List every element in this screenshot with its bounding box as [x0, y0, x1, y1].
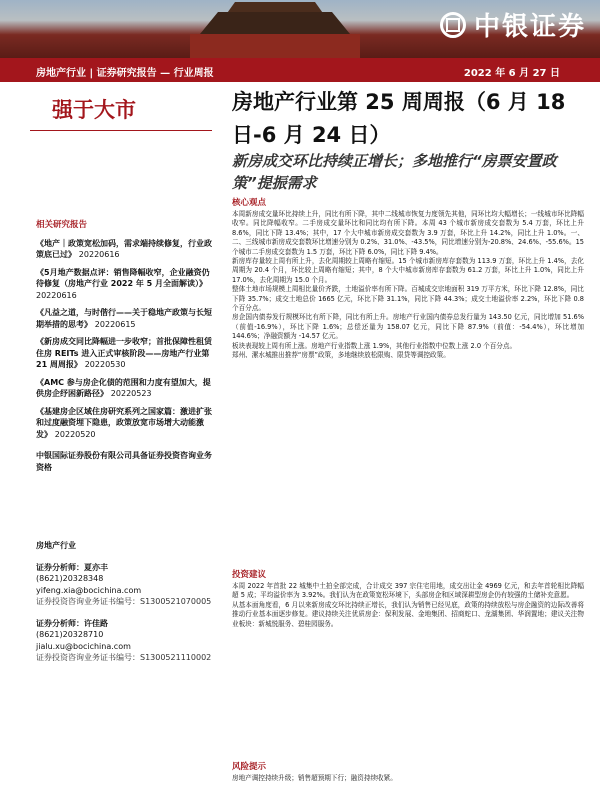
analyst-phone: (8621)20328710: [36, 630, 104, 639]
analyst-email[interactable]: jialu.xu@bocichina.com: [36, 641, 131, 651]
core-paragraph: 房企国内债券发行规模环比有所下降，同比有所上升。房地产行业国内债券总发行量为 143.50 亿元，同比增加 51.6%（前值-16.9%），环比下降 1.6%；总偿还量为 158.07 亿元，同比下降 87.9%（前值：-54.4%），环比增加 144.6%；净融资额为 -14.57 亿元。: [232, 313, 584, 341]
risk-text: 房地产调控持续升级；销售超预期下行；融资持续收紧。: [232, 774, 397, 782]
palace-roof: [200, 12, 350, 34]
risk-heading: 风险提示: [232, 762, 267, 772]
core-paragraph: 新房库存量较上周有所上升，去化周期较上周略有缩短。15 个城市新房库存套数为 113.9 万套，环比上升 1.4%，去化周期为 20.4 个月，环比较上周略有缩短；其中，8 个大中城市新房库存套数为 61.2 万套，环比上升 1.0%，同比上升 17.0%，去化周期为 15.0 个月。: [232, 257, 584, 284]
related-report[interactable]: 《地产｜政策宽松加码，需求端持续修复，行业政策底已过》 20220616: [36, 238, 212, 259]
qualification-note: 中银国际证券股份有限公司具备证券投资咨询业务资格: [36, 451, 212, 472]
report-subtitle: 新房成交环比持续正增长；多地推行“房票安置政策”提振需求: [232, 152, 557, 192]
related-report[interactable]: 《新房成交同比降幅进一步收窄；首批保障性租赁住房 REITs 进入正式审核阶段——房地产行业第 21 周周报》 20220530: [36, 337, 212, 369]
related-reports: [36, 220, 212, 473]
core-paragraph: 整体土地市场规模上周相比量价齐跌，土地溢价率有所下降。百城成交宗地面积 319 万平方米，环比下降 12.8%，同比下降 35.7%；成交土地总价 1665 亿元，环比下降 31.1%，同比下降 44.3%；成交土地溢价率 2.2%，环比下降 0.8 个百分点。: [232, 285, 584, 313]
report-title: 房地产行业第 25 周周报（6 月 18 日-6 月 24 日）: [232, 90, 566, 147]
core-paragraph: 郑州、漯水城推出推荐“房票”政策，多地继续放松限购、限贷等调控政策。: [232, 351, 450, 360]
analyst-cert: 证券投资咨询业务证书编号：S1300521110002: [36, 653, 212, 662]
invest-paragraph: 本周 2022 年首批 22 城集中土拍全部完成，合计成交 397 宗住宅用地，成交出让金 4969 亿元，和去年首轮相比降幅超 5 成；平均溢价率为 3.92%。我们认为在政策宽松环境下，头部房企和区域深耕型房企仍有较强的土储补充意愿。: [232, 582, 584, 600]
report-strip: [0, 58, 600, 82]
brand: [440, 6, 586, 43]
related-report[interactable]: 《5月地产数据点评：销售降幅收窄，企业融资仍待修复（房地产行业 2022 年 5 月全面解读）》 20220616: [36, 267, 210, 300]
core-heading: 核心观点: [232, 198, 267, 208]
invest-points: [232, 582, 584, 629]
invest-paragraph: 从基本面角度看，6 月以来新房成交环比持续正增长，我们认为销售已经见底，政策的持续放松与房企融资的边际改善将推动行业基本面逐步修复。建议持续关注优质房企：保利发展、金地集团、招商蛇口、龙湖集团、华润置地；建议关注物业板块：新城悦服务、碧桂园服务。: [232, 600, 584, 628]
core-paragraph: 板块表现较上周有所上涨。房地产行业指数上涨 1.9%，其他行业指数中位数上涨 2.0 个百分点。: [232, 341, 517, 350]
analyst-cert: 证券投资咨询业务证书编号：S1300521070005: [36, 597, 212, 606]
sidebar-divider: [30, 130, 212, 131]
report-category: 房地产行业 | 证券研究报告 — 行业周报: [36, 68, 214, 79]
core-paragraph: 本周新房成交量环比持续上升，同比有所下降，其中二线城市恢复力度领先其他，同环比均大幅增长；一线城市环比降幅收窄。同比降幅收窄。二手房成交量环比和同比均有所下降。本周 43 个城市新房成交套数为 5.4 万套，环比上升 8.6%，同比下降 13.4%；其中，17 个大中城市新房成交套数为 3.9 万套，环比上升 14.2%，同比上升 1.0%。一、二、三线城市新房成交套数环比增速分别为 0.2%、31.0%、-43.5%，同比增速分别为-20.8%、24.6%、-55.6%。15 个城市二手房成交套数为 1.5 万套，环比下降 6.0%，同比下降 9.4%。: [232, 210, 584, 256]
boc-logo-icon: [440, 12, 466, 38]
related-report[interactable]: 《凡益之道，与时偕行——关于稳地产政策与长短期举措的思考》 20220615: [36, 308, 212, 329]
analyst-email[interactable]: yifeng.xia@bocichina.com: [36, 585, 142, 595]
invest-heading: 投资建议: [232, 570, 267, 580]
related-report[interactable]: 《基建房企区域住房研究系列之国家篇：激进扩张和过度融资埋下隐患，政策放宽市场增大动能激发》 20220520: [36, 406, 212, 439]
rating: 强于大市: [52, 98, 136, 122]
sector-label: 房地产行业: [36, 541, 76, 550]
brand-name: 中银证券: [473, 12, 586, 42]
report-date: 2022 年 6 月 27 日: [463, 68, 560, 79]
core-points: [232, 210, 584, 361]
related-report[interactable]: 《AMC 参与房企化债的范围和力度有望加大，提供房企纾困新路径》 20220523: [36, 377, 211, 398]
related-heading: 相关研究报告: [36, 220, 88, 230]
palace-wall: [190, 34, 360, 58]
analyst-block: [36, 540, 212, 664]
analyst-name: 证券分析师：夏亦丰: [36, 562, 108, 572]
analyst-name: 证券分析师：许佳路: [36, 618, 108, 628]
header-banner: [0, 0, 600, 58]
analyst-phone: (8621)20328348: [36, 574, 104, 583]
